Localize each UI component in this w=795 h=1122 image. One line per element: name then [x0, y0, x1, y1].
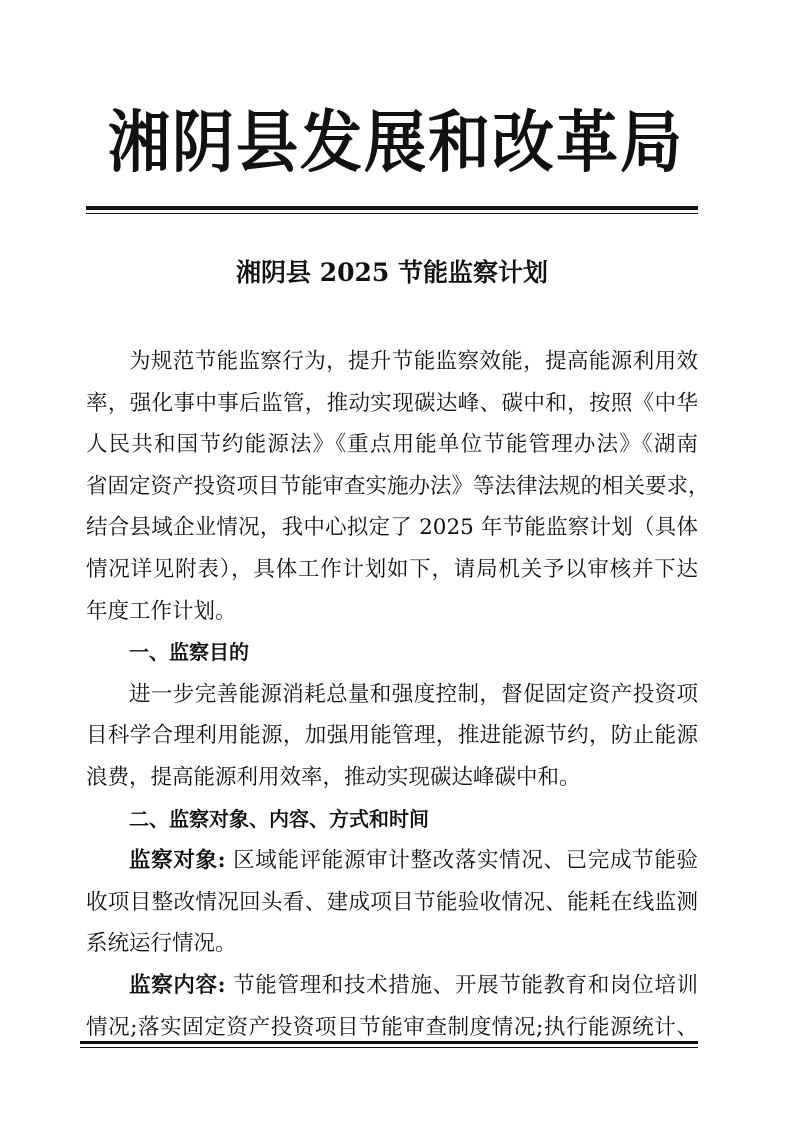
intro-line: 结合县域企业情况，我中心拟定了 2025 年节能监察计划（具体	[86, 515, 698, 541]
purpose-line: 目科学合理利用能源，加强用能管理，推进能源节约，防止能源	[86, 723, 698, 749]
content-label: 监察内容:	[129, 972, 226, 998]
objects-label: 监察对象:	[129, 848, 226, 874]
document-body	[86, 341, 710, 1048]
organization-header: 湘阴县发展和改革局	[107, 103, 684, 182]
objects-line: 收项目整改情况回头看、建成项目节能验收情况、能耗在线监测	[86, 889, 698, 915]
intro-line: 情况详见附表），具体工作计划如下，请局机关予以审核并下达	[86, 556, 698, 582]
footer-divider-thick	[80, 1041, 698, 1044]
section-heading-scope: 二、监察对象、内容、方式和时间	[129, 806, 429, 831]
content-text: 节能管理和技术措施、开展节能教育和岗位培训	[225, 972, 699, 998]
footer-divider-thin	[80, 1047, 698, 1048]
content-line	[86, 965, 698, 1007]
objects-text: 区域能评能源审计整改落实情况、已完成节能验	[225, 848, 699, 874]
content-line: 情况;落实固定资产投资项目节能审查制度情况;执行能源统计、	[86, 1014, 698, 1040]
section-heading-purpose: 一、监察目的	[129, 640, 249, 665]
purpose-line: 进一步完善能源消耗总量和强度控制，督促固定资产投资项	[129, 681, 698, 707]
header-divider-thin	[86, 213, 698, 214]
intro-line: 年度工作计划。	[86, 598, 237, 624]
intro-line: 率，强化事中事后监管，推动实现碳达峰、碳中和，按照《中华	[86, 390, 698, 416]
intro-line: 省固定资产投资项目节能审查实施办法》等法律法规的相关要求，	[86, 473, 710, 499]
document-title: 湘阴县 2025 节能监察计划	[236, 258, 548, 287]
objects-line	[86, 840, 698, 882]
header-divider-thick	[86, 206, 698, 210]
intro-line: 为规范节能监察行为，提升节能监察效能，提高能源利用效	[129, 349, 698, 374]
intro-line: 人民共和国节约能源法》《重点用能单位节能管理办法》《湖南	[86, 432, 698, 458]
purpose-line: 浪费，提高能源利用效率，推动实现碳达峰碳中和。	[86, 764, 581, 790]
objects-line: 系统运行情况。	[86, 931, 237, 957]
